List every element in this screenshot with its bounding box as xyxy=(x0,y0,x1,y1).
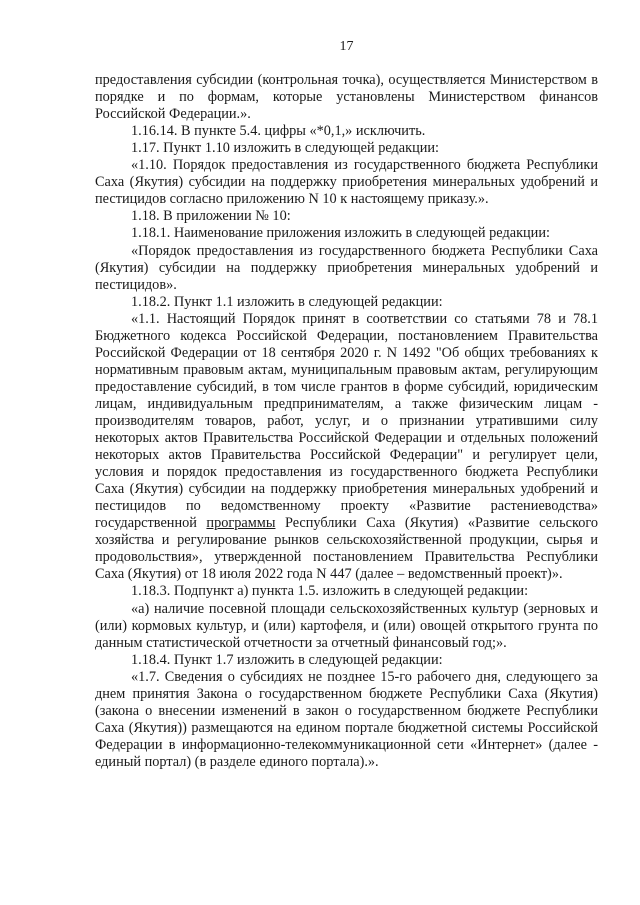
paragraph-point-1-1 xyxy=(95,311,598,584)
underlined-link-programmy[interactable]: программы xyxy=(206,515,276,532)
paragraph: 1.18.1. Наименование приложения изложить в следующей редакции: xyxy=(131,225,550,242)
paragraph: 1.17. Пункт 1.10 изложить в следующей редакции: xyxy=(131,140,440,157)
paragraph: 1.18. В приложении № 10: xyxy=(131,208,291,225)
paragraph-group-tail xyxy=(95,583,598,771)
paragraph: «а) наличие посевной площади сельскохозяйственных культур (зерновых и (или) кормовых культур, и (или) картофеля, и (или) овощей открытого грунта по данным статистической отчетности за отчетный финансовый год;». xyxy=(95,600,598,651)
paragraph: 1.18.2. Пункт 1.1 изложить в следующей редакции: xyxy=(131,293,443,310)
paragraph: 1.16.14. В пункте 5.4. цифры «*0,1,» исключить. xyxy=(131,123,426,140)
page-number: 17 xyxy=(339,39,354,54)
paragraph: 1.18.3. Подпункт а) пункта 1.5. изложить в следующей редакции: xyxy=(131,583,529,600)
paragraph-group-head xyxy=(95,72,598,311)
paragraph: 1.18.4. Пункт 1.7 изложить в следующей редакции: xyxy=(131,651,443,668)
paragraph: «Порядок предоставления из государственного бюджета Республики Саха (Якутия) субсидии на поддержку приобретения минеральных удобрений и пестицидов». xyxy=(95,242,598,293)
paragraph-text: Республики Саха (Якутия) «Развитие сельского хозяйства и регулирование рынков сельскохозяйственной продукции, сырья и продовольствия», утвержденной постановлением Правительства Республики Саха (Якутия) от 18 июля 2022 года N 447 (далее – ведомственный проект)». xyxy=(95,515,598,583)
paragraph: предоставления субсидии (контрольная точка), осуществляется Министерством в порядке и по формам, которые установлены Министерством финансов Российской Федерации.». xyxy=(95,72,598,123)
paragraph: «1.10. Порядок предоставления из государственного бюджета Республики Саха (Якутия) субсидии на поддержку приобретения минеральных удобрений и пестицидов согласно приложению N 10 к настоящему приказу.». xyxy=(95,157,598,208)
document-page xyxy=(95,38,598,771)
paragraph-text: «1.1. Настоящий Порядок принят в соответствии со статьями 78 и 78.1 Бюджетного кодекса Российской Федерации, постановлением Правительства Российской Федерации от 18 сентября 2020 г. N 1492 "Об общих требованиях к нормативным правовым актам, муниципальным правовым актам, регулирующим предоставление субсидий, в том числе грантов в форме субсидий, юридическим лицам, индивидуальным предпринимателям, а также физическим лицам - производителям товаров, работ, услуг, и о признании утратившими силу некоторых актов Правительства Российской Федерации и отдельных положений некоторых актов Правительства Российской Федерации" и регулирует цели, условия и порядок предоставления из государственного бюджета Республики Саха (Якутия) субсидии на поддержку приобретения минеральных удобрений и пестицидов по ведомственному проекту «Развитие растениеводства» государственной xyxy=(95,310,598,532)
paragraph: «1.7. Сведения о субсидиях не позднее 15-го рабочего дня, следующего за днем принятия Закона о государственном бюджете Республики Саха (Якутия) (закона о внесении изменений в закон о государственном бюджете Республики Саха (Якутия)) размещаются на едином портале бюджетной системы Российской Федерации в информационно-телекоммуникационной сети «Интернет» (далее - единый портал) (в разделе единого портала).». xyxy=(95,668,598,770)
